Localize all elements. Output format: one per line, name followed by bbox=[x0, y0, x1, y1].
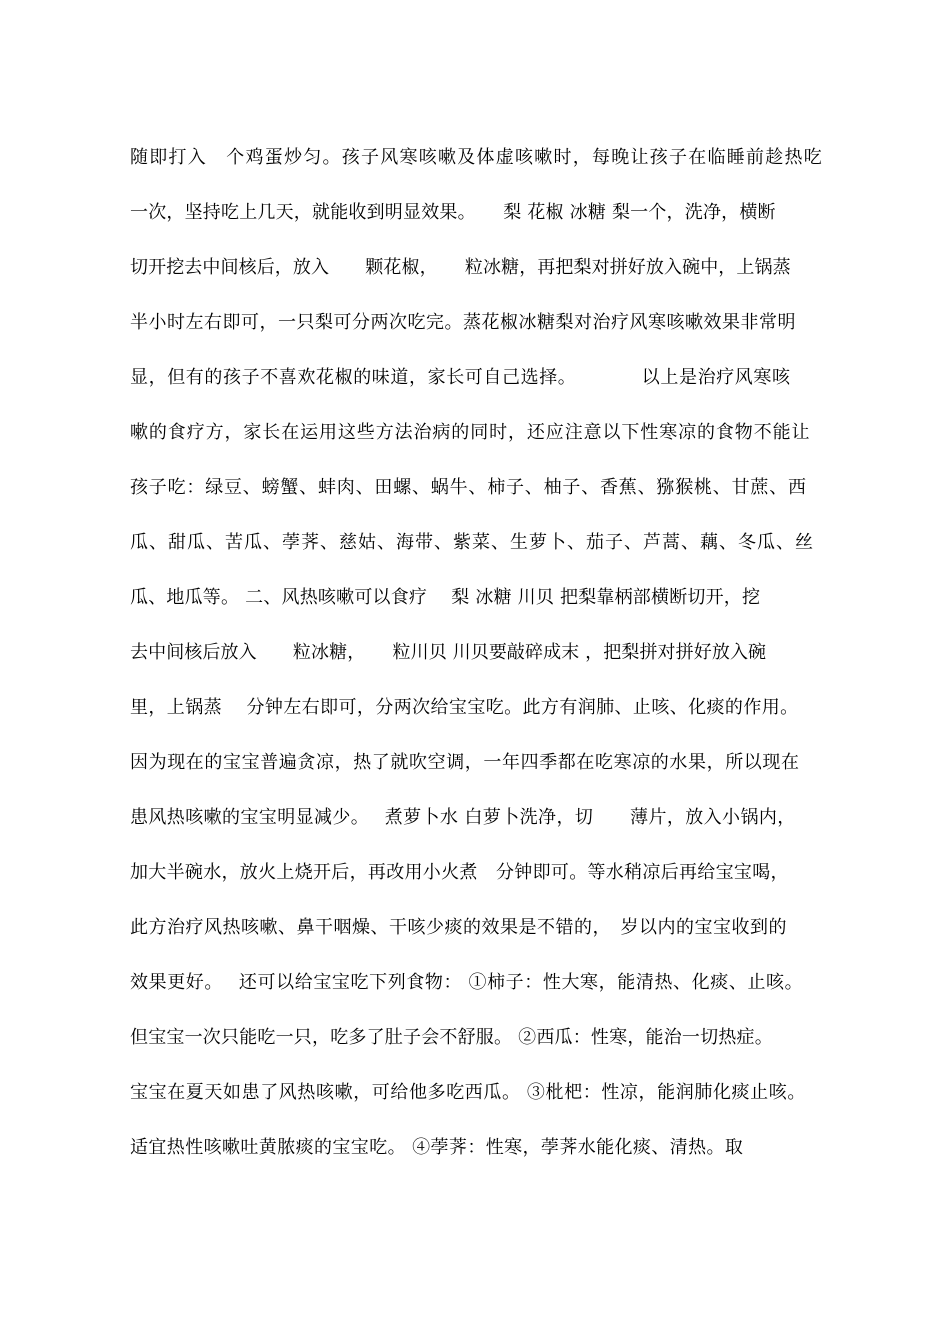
text-line: 嗽的食疗方，家长在运用这些方法治病的同时，还应注意以下性寒凉的食物不能让 bbox=[130, 422, 811, 443]
text-line: 半小时左右即可，一只梨可分两次吃完。蒸花椒冰糖梨对治疗风寒咳嗽效果非常明 bbox=[130, 312, 796, 333]
text-line: 随即打入 个鸡蛋炒匀。孩子风寒咳嗽及体虚咳嗽时，每晚让孩子在临睡前趁热吃 bbox=[130, 147, 823, 168]
text-line: 切开挖去中间核后，放入 颗花椒， 粒冰糖，再把梨对拼好放入碗中，上锅蒸 bbox=[130, 257, 791, 278]
body-text bbox=[130, 138, 830, 1183]
text-line: 一次，坚持吃上几天，就能收到明显效果。 梨 花椒 冰糖 梨一个，洗净，横断 bbox=[130, 202, 776, 223]
text-line: 瓜、甜瓜、苦瓜、荸荠、慈姑、海带、紫菜、生萝卜、茄子、芦蒿、藕、冬瓜、丝 bbox=[130, 532, 814, 553]
text-line: 加大半碗水，放火上烧开后，再改用小火煮 分钟即可。等水稍凉后再给宝宝喝， bbox=[130, 862, 789, 883]
text-line: 此方治疗风热咳嗽、鼻干咽燥、干咳少痰的效果是不错的， 岁以内的宝宝收到的 bbox=[130, 917, 787, 938]
text-line: 里，上锅蒸 分钟左右即可，分两次给宝宝吃。此方有润肺、止咳、化痰的作用。 bbox=[130, 697, 799, 718]
text-line: 但宝宝一次只能吃一只，吃多了肚子会不舒服。 ②西瓜：性寒，能治一切热症。 bbox=[130, 1027, 773, 1048]
text-line: 瓜、地瓜等。 二、风热咳嗽可以食疗 梨 冰糖 川贝 把梨靠柄部横断切开，挖 bbox=[130, 587, 761, 608]
text-line: 患风热咳嗽的宝宝明显减少。 煮萝卜水 白萝卜洗净，切 薄片，放入小锅内， bbox=[130, 807, 796, 828]
text-line: 宝宝在夏天如患了风热咳嗽，可给他多吃西瓜。 ③枇杷：性凉，能润肺化痰止咳。 bbox=[130, 1082, 806, 1103]
text-line: 孩子吃：绿豆、螃蟹、蚌肉、田螺、蜗牛、柿子、柚子、香蕉、猕猴桃、甘蔗、西 bbox=[130, 477, 807, 498]
text-line: 因为现在的宝宝普遍贪凉，热了就吹空调，一年四季都在吃寒凉的水果，所以现在 bbox=[130, 752, 800, 773]
text-line: 去中间核后放入 粒冰糖， 粒川贝 川贝要敲碎成末 ，把梨拼对拼好放入碗 bbox=[130, 642, 767, 663]
text-line: 效果更好。 还可以给宝宝吃下列食物： ①柿子：性大寒，能清热、化痰、止咳。 bbox=[130, 972, 804, 993]
text-line: 显，但有的孩子不喜欢花椒的味道，家长可自己选择。 以上是治疗风寒咳 bbox=[130, 367, 791, 388]
text-line: 适宜热性咳嗽吐黄脓痰的宝宝吃。 ④荸荠：性寒，荸荠水能化痰、清热。取 bbox=[130, 1137, 744, 1158]
